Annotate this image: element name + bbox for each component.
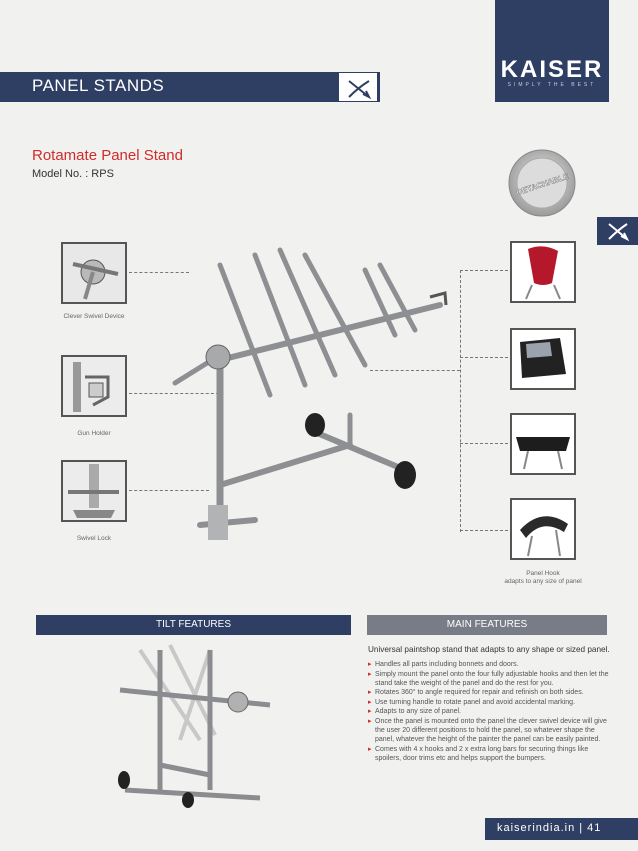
swivel-lock-caption: Swivel Lock	[76, 535, 112, 542]
leader-line	[460, 270, 461, 532]
brand-logo	[495, 0, 609, 102]
list-item: ▸ Simply mount the panel onto the four fully adjustable hooks and then let the stand take the weight of the panel and do the rest for you.	[368, 670, 610, 688]
main-features-header: MAIN FEATURES	[367, 615, 607, 635]
swivel-lock-photo	[61, 460, 127, 522]
side-x-icon	[597, 217, 638, 245]
tilt-features-header: TILT FEATURES	[36, 615, 351, 635]
list-item: ▸ Adapts to any size of panel.	[368, 707, 610, 716]
door-on-stand-photo	[510, 328, 576, 390]
leader-line	[460, 270, 508, 271]
detachable-badge-icon	[507, 148, 577, 218]
leader-line	[460, 443, 508, 444]
panel-hook-caption: Panel Hook	[526, 570, 560, 577]
footer-page-info: kaiserindia.in | 41	[497, 822, 602, 834]
list-item: ▸ Use turning handle to rotate panel and avoid accidental marking.	[368, 698, 610, 707]
product-title: Rotamate Panel Stand	[32, 147, 183, 164]
bumper-on-stand-photo	[510, 413, 576, 475]
tilt-stand-photo	[100, 640, 280, 815]
swivel-device-photo	[61, 242, 127, 304]
brand-tagline: SIMPLY THE BEST	[507, 82, 597, 88]
panel-hook-subcaption: adapts to any size of panel	[504, 578, 582, 585]
gun-holder-photo	[61, 355, 127, 417]
model-number: Model No. : RPS	[32, 168, 114, 180]
list-item: ▸ Comes with 4 x hooks and 2 x extra long bars for securing things like spoilers, door trims etc and helps support the bumpers.	[368, 745, 610, 763]
bonnet-on-stand-photo	[510, 241, 576, 303]
swivel-device-caption: Clever Swivel Device	[63, 313, 125, 320]
features-list	[368, 660, 610, 763]
brand-name: KAISER	[500, 56, 604, 83]
features-intro: Universal paintshop stand that adapts to any shape or sized panel.	[368, 645, 610, 654]
list-item: ▸ Once the panel is mounted onto the panel the clever swivel device will give the user 20 different positions to hold the panel, so whatever shape the panel, whatever the height of the painter the panel can be easily painted.	[368, 717, 610, 745]
panel-stand-photo	[160, 235, 460, 555]
gun-holder-caption: Gun Holder	[77, 430, 111, 437]
section-title: PANEL STANDS	[32, 76, 165, 95]
leader-line	[460, 530, 508, 531]
fender-on-stand-photo	[510, 498, 576, 560]
list-item: ▸ Handles all parts including bonnets and doors.	[368, 660, 610, 669]
list-item: ▸ Rotates 360° to angle required for repair and refinish on both sides.	[368, 688, 610, 697]
x-logo-icon	[338, 72, 378, 102]
badge-text: DETACHABLE	[515, 171, 570, 198]
leader-line	[460, 357, 508, 358]
